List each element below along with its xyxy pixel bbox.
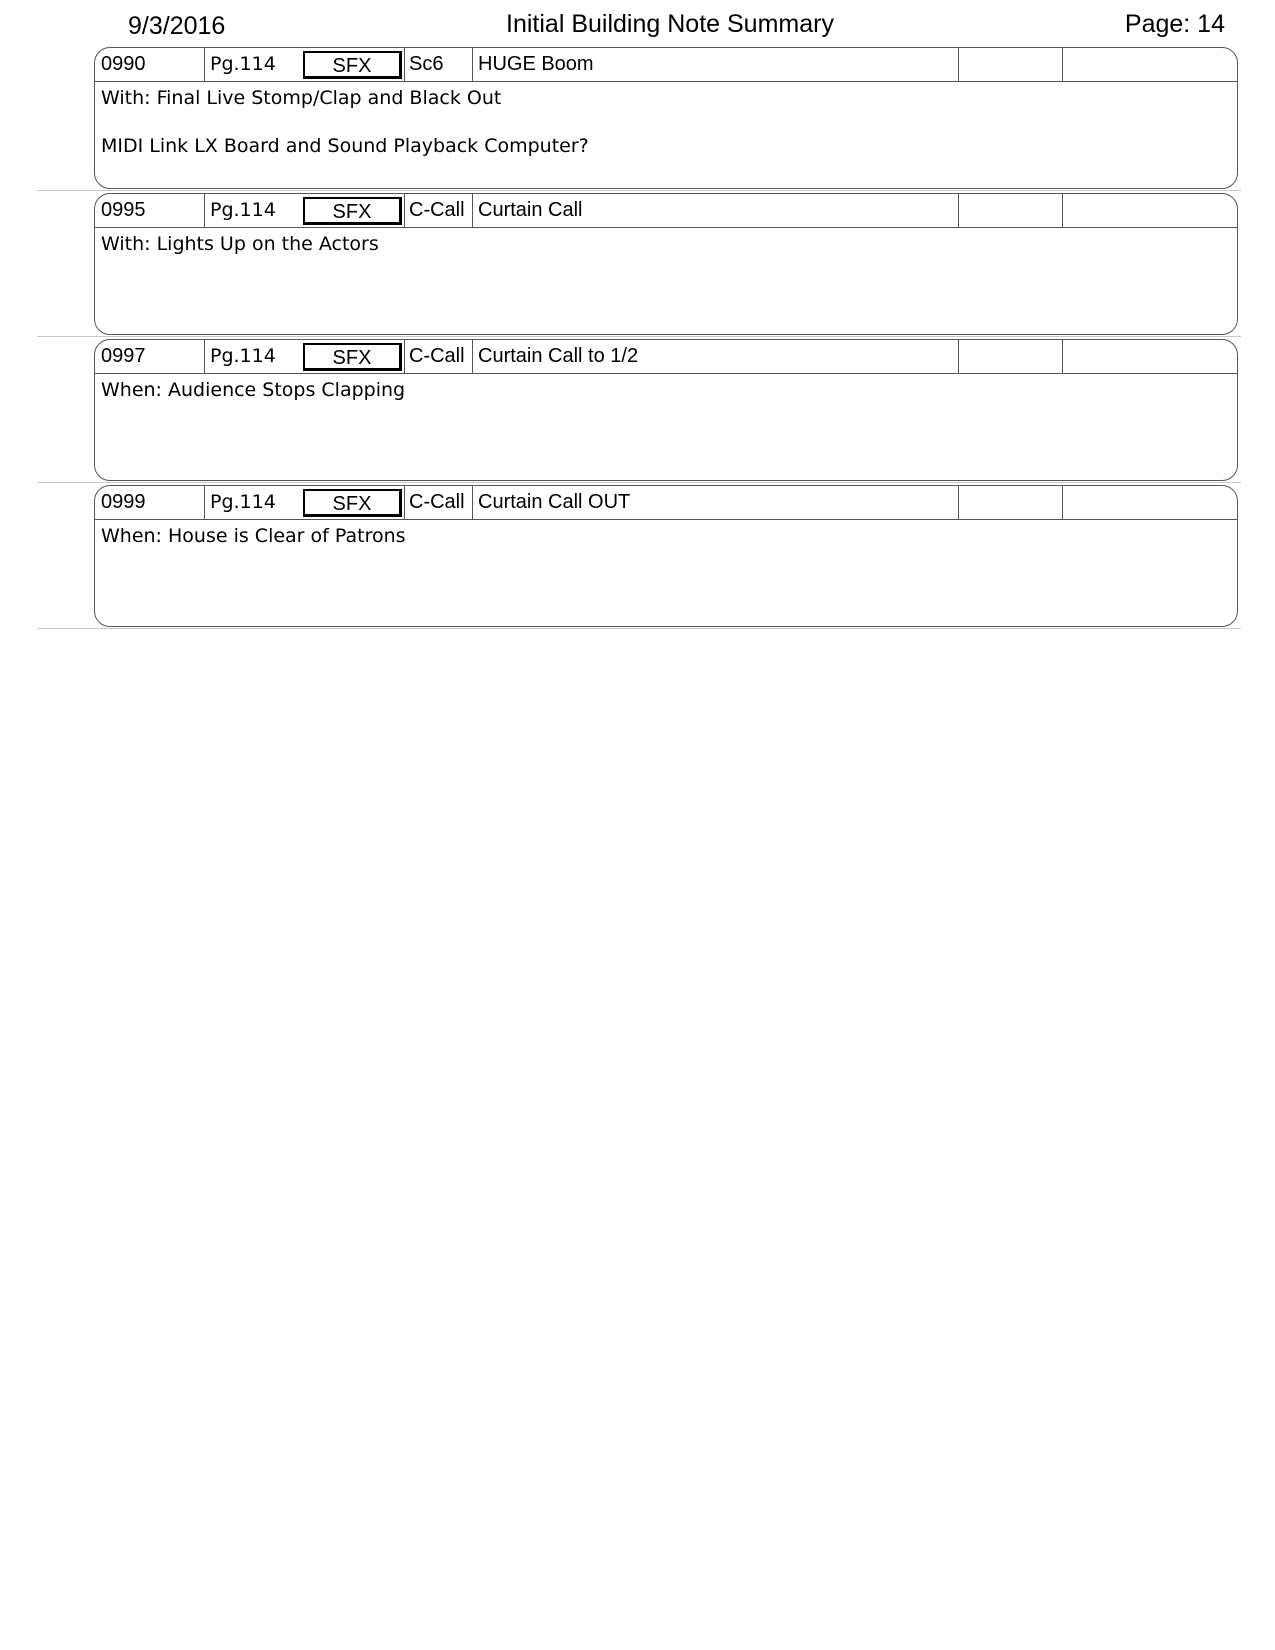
cue-blank-cell xyxy=(1062,194,1238,227)
page-number: Page: 14 xyxy=(1124,10,1225,38)
cue-header-row xyxy=(95,194,1237,228)
cue-page-ref: Pg.114 xyxy=(204,194,296,227)
report-title: Initial Building Note Summary xyxy=(506,10,834,38)
cue-blank-cell xyxy=(958,48,1062,81)
cue-note-line: MIDI Link LX Board and Sound Playback Computer? xyxy=(101,135,589,157)
cue-notes xyxy=(101,374,1227,402)
cue-blank-cell xyxy=(958,486,1062,519)
cue-header-row xyxy=(95,486,1237,520)
cue-card xyxy=(94,339,1238,481)
cue-entry xyxy=(0,485,1275,631)
cue-notes xyxy=(101,228,1227,256)
cue-note-line: With: Lights Up on the Actors xyxy=(101,233,379,255)
cue-blank-cell xyxy=(1062,486,1238,519)
cue-note-line: With: Final Live Stomp/Clap and Black Out xyxy=(101,87,502,109)
cue-type-box: SFX xyxy=(303,489,402,517)
cue-notes xyxy=(101,520,1227,548)
cue-notes xyxy=(101,82,1227,158)
cue-number: 0997 xyxy=(101,345,146,367)
row-divider xyxy=(37,628,1241,629)
cue-card xyxy=(94,485,1238,627)
cue-number: 0999 xyxy=(101,491,146,513)
cue-description: HUGE Boom xyxy=(472,48,958,81)
cue-note-line: When: Audience Stops Clapping xyxy=(101,379,406,401)
cue-page-ref: Pg.114 xyxy=(204,486,296,519)
cue-page-ref: Pg.114 xyxy=(204,340,296,373)
cue-entry xyxy=(0,47,1275,193)
cue-scene: C-Call xyxy=(404,340,472,373)
cue-blank-cell xyxy=(1062,340,1238,373)
cue-scene: C-Call xyxy=(404,194,472,227)
cue-number: 0995 xyxy=(101,199,146,221)
cue-type-box: SFX xyxy=(303,343,402,371)
row-divider xyxy=(37,482,1241,483)
cue-header-row xyxy=(95,48,1237,82)
cue-blank-cell xyxy=(958,340,1062,373)
cue-note-line: When: House is Clear of Patrons xyxy=(101,525,406,547)
row-divider xyxy=(37,336,1241,337)
cue-type-box: SFX xyxy=(303,51,402,79)
cue-description: Curtain Call xyxy=(472,194,958,227)
report-date: 9/3/2016 xyxy=(128,12,226,40)
cue-blank-cell xyxy=(958,194,1062,227)
cue-blank-cell xyxy=(1062,48,1238,81)
cue-header-row xyxy=(95,340,1237,374)
row-divider xyxy=(37,190,1241,191)
cue-entry xyxy=(0,193,1275,339)
cue-list xyxy=(0,47,1275,631)
cue-description: Curtain Call OUT xyxy=(472,486,958,519)
cue-type-box: SFX xyxy=(303,197,402,225)
cue-description: Curtain Call to 1/2 xyxy=(472,340,958,373)
cue-entry xyxy=(0,339,1275,485)
cue-number: 0990 xyxy=(101,53,146,75)
cue-card xyxy=(94,47,1238,189)
cue-card xyxy=(94,193,1238,335)
page-header xyxy=(0,8,1275,42)
cue-scene: C-Call xyxy=(404,486,472,519)
cue-scene: Sc6 xyxy=(404,48,472,81)
cue-page-ref: Pg.114 xyxy=(204,48,296,81)
